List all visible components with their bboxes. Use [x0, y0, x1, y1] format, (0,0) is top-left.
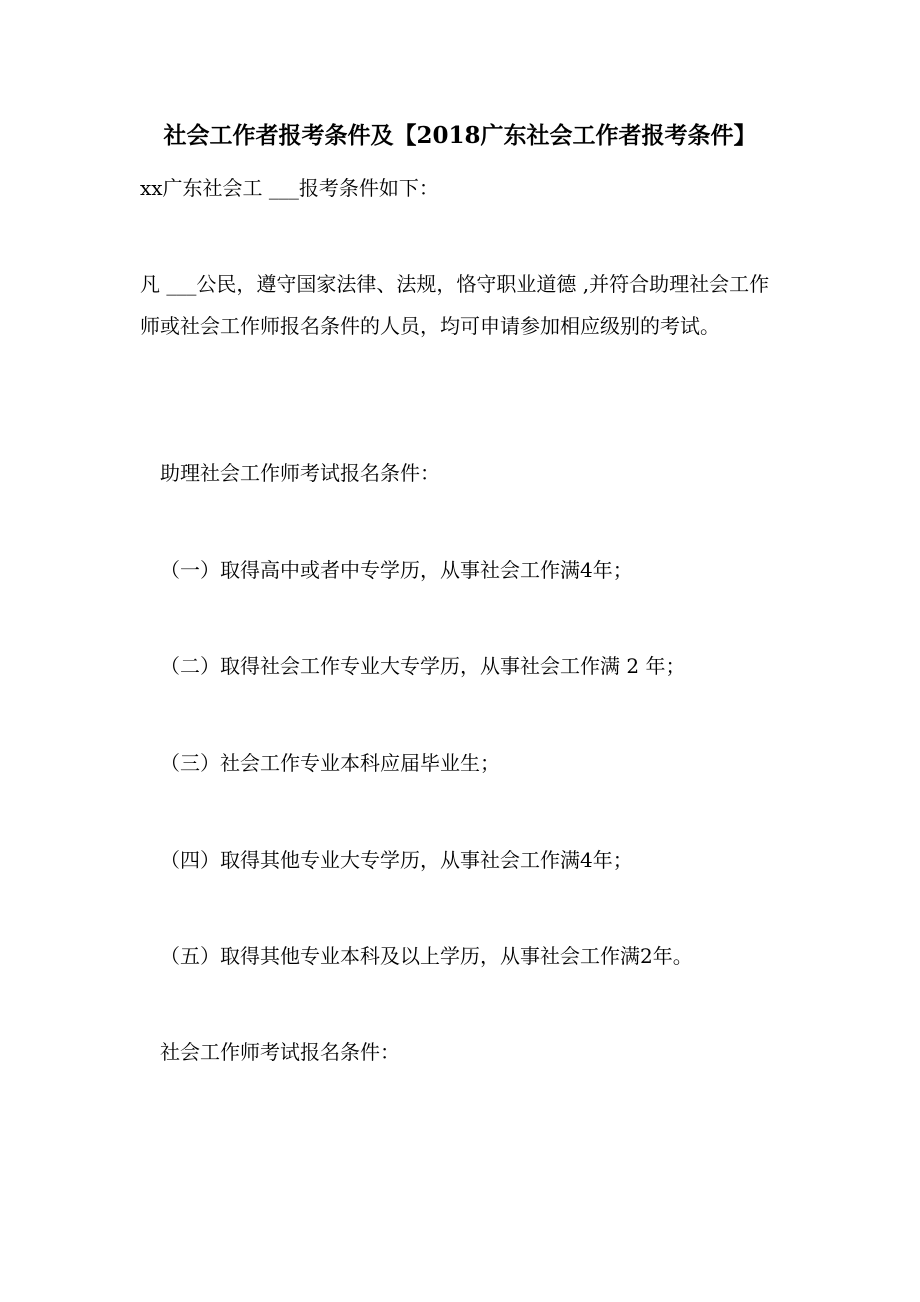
assistant-condition-3: （三）社会工作专业本科应届毕业生； [160, 751, 500, 775]
intro-line: xx广东社会工 ___报考条件如下： [140, 176, 439, 200]
assistant-social-worker-heading: 助理社会工作师考试报名条件： [160, 461, 440, 485]
document-title: 社会工作者报考条件及【2018广东社会工作者报考条件】 [163, 122, 757, 149]
assistant-condition-4: （四）取得其他专业大专学历，从事社会工作满4年； [160, 848, 633, 872]
assistant-condition-5: （五）取得其他专业本科及以上学历，从事社会工作满2年。 [160, 944, 693, 968]
assistant-condition-1: （一）取得高中或者中专学历，从事社会工作满4年； [160, 558, 633, 582]
assistant-condition-2: （二）取得社会工作专业大专学历，从事社会工作满 2 年； [160, 654, 686, 678]
eligibility-paragraph: 凡 ___公民，遵守国家法律、法规，恪守职业道德 ,并符合助理社会工作师或社会工作师报名条件的人员，均可申请参加相应级别的考试。 [140, 272, 770, 338]
social-worker-heading: 社会工作师考试报名条件： [160, 1040, 400, 1064]
